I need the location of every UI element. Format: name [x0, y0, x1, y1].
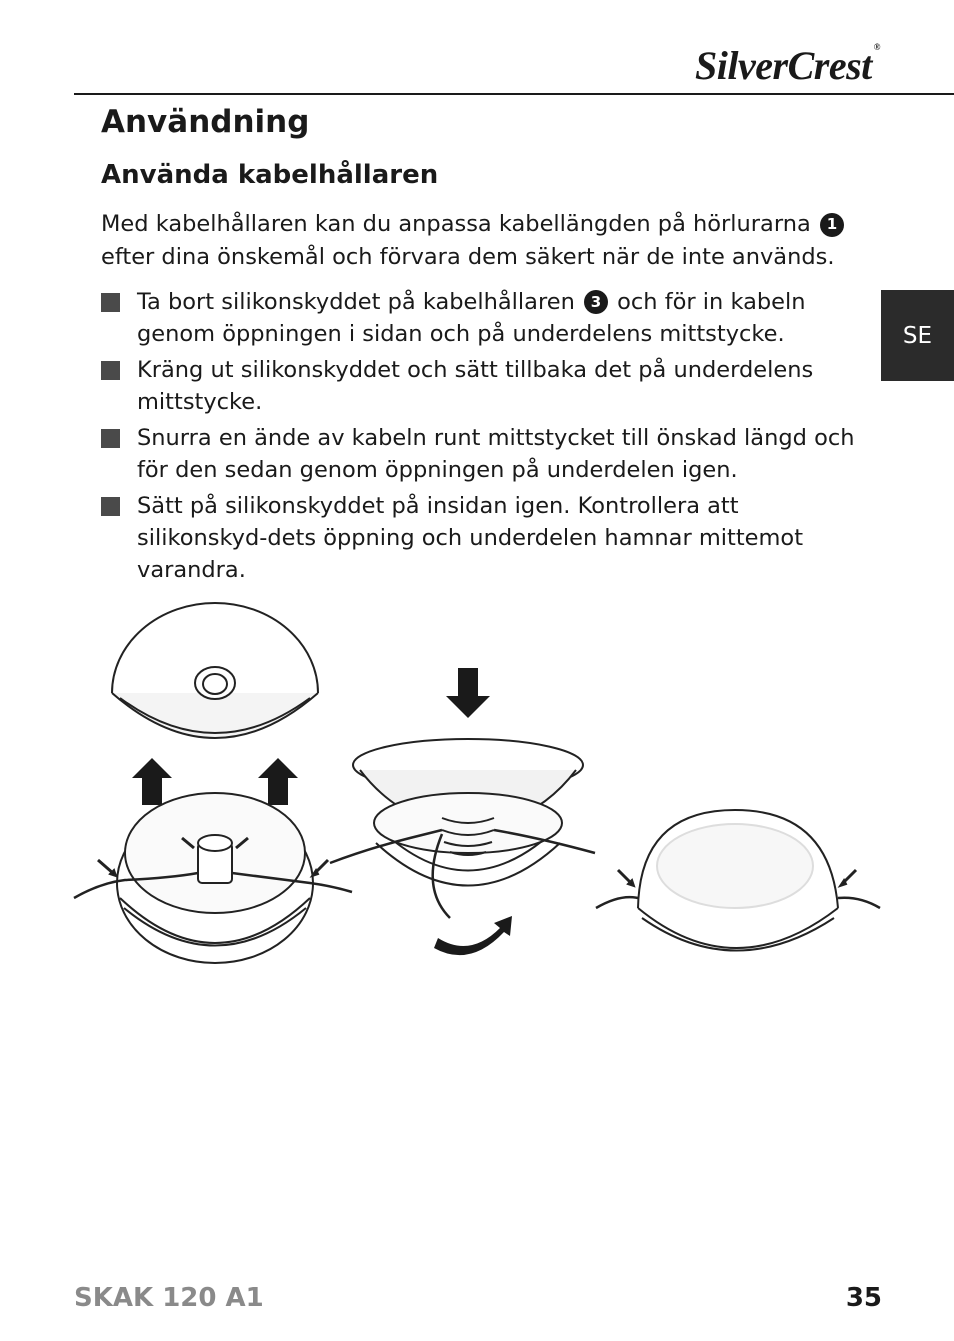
list-item — [101, 354, 861, 418]
list-item — [101, 490, 861, 586]
footer-model: SKAK 120 A1 — [74, 1283, 264, 1313]
step-3-text: Snurra en ände av kabeln runt mittstycket till önskad längd och för den sedan genom öppningen på underdelen igen. — [137, 425, 855, 483]
header-divider — [74, 93, 954, 95]
language-tab-label: SE — [902, 322, 933, 349]
bullet-square-icon — [101, 429, 120, 448]
reference-number-3: 3 — [584, 290, 608, 314]
figure-wind-cable — [330, 668, 595, 955]
brand-name: SilverCrest — [695, 43, 872, 88]
step-2-text: Kräng ut silikonskyddet och sätt tillbaka det på underdelens mittstycke. — [137, 357, 814, 415]
intro-paragraph — [101, 208, 861, 274]
step-1-text-b: och för in kabeln genom öppningen i sidan och på underdelens mittstycke. — [137, 289, 806, 347]
page-number: 35 — [845, 1283, 882, 1313]
brand-logo — [695, 42, 880, 89]
registered-mark: ® — [873, 42, 880, 52]
section-subtitle: Använda kabelhållaren — [101, 160, 439, 190]
list-item — [101, 286, 861, 350]
section-title: Användning — [101, 104, 310, 140]
bullet-square-icon — [101, 497, 120, 516]
step-1-text-a: Ta bort silikonskyddet på kabelhållaren — [137, 289, 575, 315]
intro-text-2: efter dina önskemål och förvara dem säkert när de inte används. — [101, 244, 835, 270]
intro-text-1: Med kabelhållaren kan du anpassa kabellängden på hörlurarna — [101, 211, 811, 237]
language-tab — [881, 290, 954, 381]
figure-remove-cover — [74, 603, 352, 963]
list-item — [101, 422, 861, 486]
bullet-square-icon — [101, 361, 120, 380]
bullet-square-icon — [101, 293, 120, 312]
reference-number-1: 1 — [820, 213, 844, 237]
step-4-text: Sätt på silikonskyddet på insidan igen. Kontrollera att silikonskyd-dets öppning och underdelen hamnar mittemot varandra. — [137, 493, 804, 583]
cable-holder-illustration — [70, 598, 890, 978]
figure-assembled — [596, 810, 880, 951]
instruction-list — [101, 286, 861, 590]
